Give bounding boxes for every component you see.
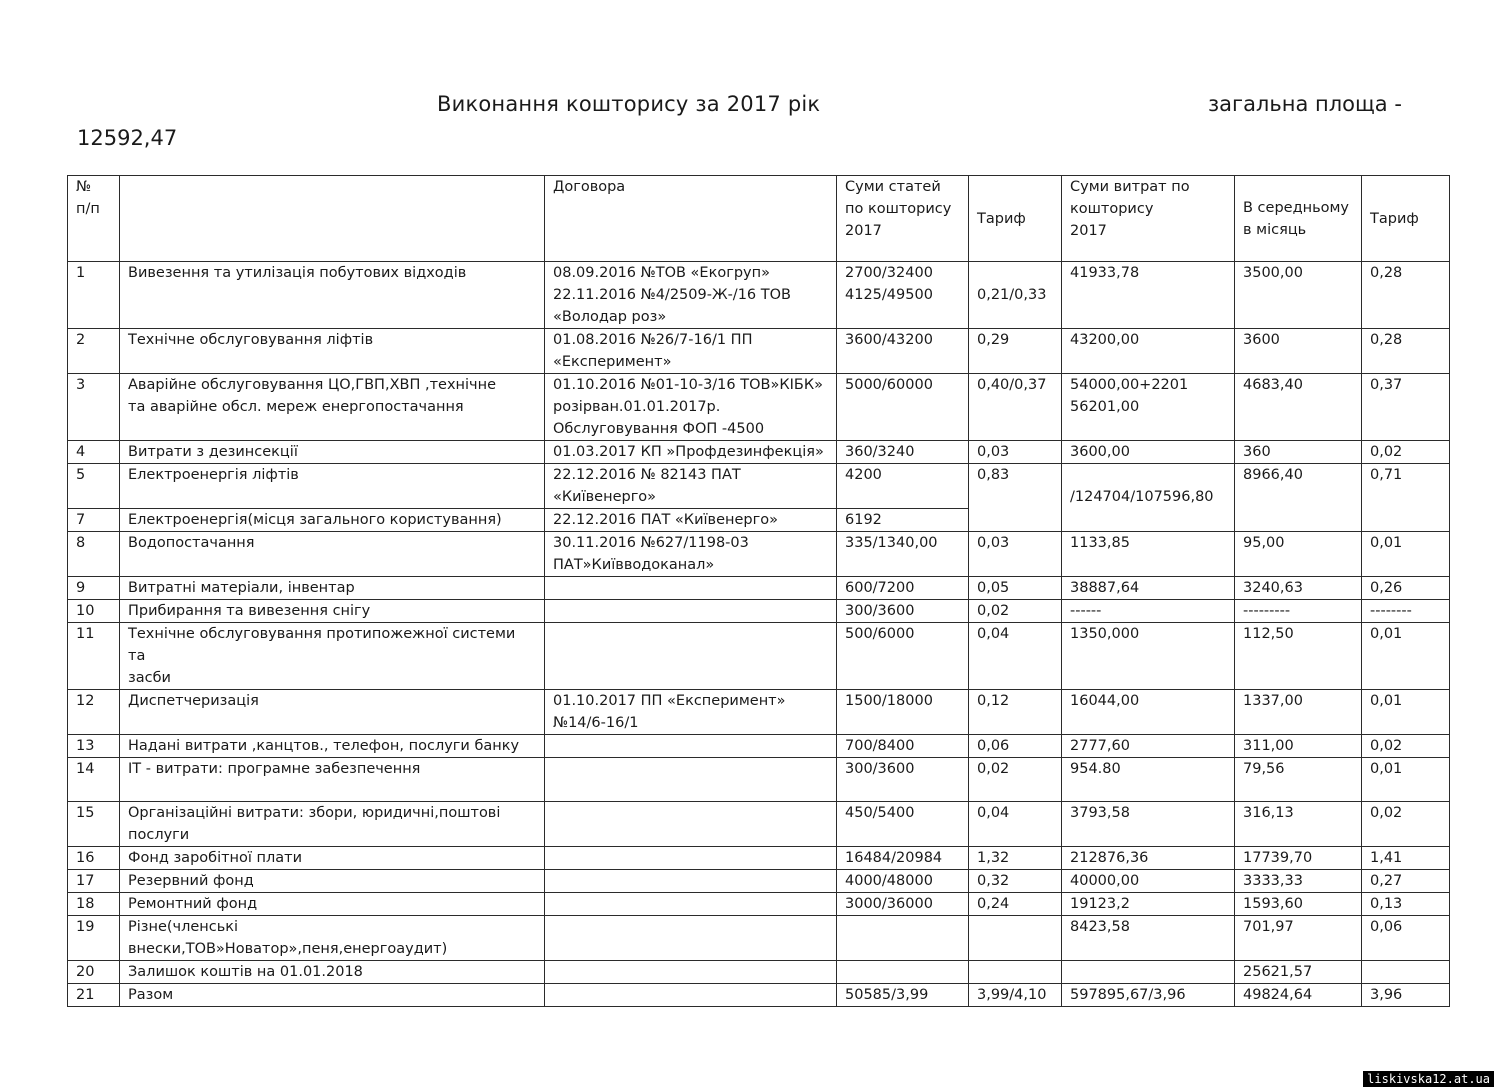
table-row xyxy=(68,577,1450,600)
cell-budget-sum: 360/3240 xyxy=(837,441,969,464)
cell-row-number: 1 xyxy=(68,262,120,329)
cell-item-name: Диспетчеризація xyxy=(120,690,545,735)
cell-contract: 01.08.2016 №26/7-16/1 ПП «Експеримент» xyxy=(545,329,837,374)
table-row xyxy=(68,262,1450,329)
cell-row-number: 2 xyxy=(68,329,120,374)
cell-contract: 01.10.2017 ПП «Експеримент» №14/6-16/1 xyxy=(545,690,837,735)
cell-tariff-actual: 0,01 xyxy=(1362,532,1450,577)
cell-tariff-actual: -------- xyxy=(1362,600,1450,623)
table-row xyxy=(68,893,1450,916)
cell-monthly-average: 25621,57 xyxy=(1235,961,1362,984)
cell-monthly-average: --------- xyxy=(1235,600,1362,623)
cell-expense-sum: ------ xyxy=(1062,600,1235,623)
cell-tariff: 0,03 xyxy=(969,532,1062,577)
cell-expense-sum: 43200,00 xyxy=(1062,329,1235,374)
cell-item-name: Разом xyxy=(120,984,545,1007)
cell-monthly-average: 311,00 xyxy=(1235,735,1362,758)
cell-contract xyxy=(545,847,837,870)
cell-tariff: 0,03 xyxy=(969,441,1062,464)
cell-tariff-actual: 0,26 xyxy=(1362,577,1450,600)
table-row xyxy=(68,690,1450,735)
cell-contract xyxy=(545,577,837,600)
col-header-budget-sums: Суми статей по кошторису 2017 xyxy=(837,176,969,262)
cell-item-name: Технічне обслуговування протипожежної системи та засби xyxy=(120,623,545,690)
cell-item-name: Резервний фонд xyxy=(120,870,545,893)
table-row xyxy=(68,802,1450,847)
col-header-contracts: Договора xyxy=(545,176,837,262)
cell-budget-sum: 3600/43200 xyxy=(837,329,969,374)
cell-item-name: Електроенергія(місця загального користування) xyxy=(120,509,545,532)
cell-tariff-actual: 0,01 xyxy=(1362,758,1450,802)
cell-tariff: 0,05 xyxy=(969,577,1062,600)
col-header-number: № п/п xyxy=(68,176,120,262)
cell-budget-sum: 50585/3,99 xyxy=(837,984,969,1007)
cell-tariff: 0,29 xyxy=(969,329,1062,374)
cell-tariff-actual: 0,28 xyxy=(1362,329,1450,374)
col-header-tariff: Тариф xyxy=(969,176,1062,262)
total-area-label: загальна площа - xyxy=(1208,92,1402,116)
cell-contract xyxy=(545,916,837,961)
cell-tariff-actual: 0,01 xyxy=(1362,690,1450,735)
cell-tariff: 0,40/0,37 xyxy=(969,374,1062,441)
cell-monthly-average: 95,00 xyxy=(1235,532,1362,577)
cell-expense-sum: 41933,78 xyxy=(1062,262,1235,329)
col-header-item xyxy=(120,176,545,262)
cell-tariff: 0,02 xyxy=(969,600,1062,623)
table-row xyxy=(68,464,1450,509)
cell-tariff-actual: 0,06 xyxy=(1362,916,1450,961)
cell-tariff: 0,21/0,33 xyxy=(969,262,1062,329)
cell-row-number: 19 xyxy=(68,916,120,961)
cell-expense-sum: 40000,00 xyxy=(1062,870,1235,893)
cell-expense-sum: 1133,85 xyxy=(1062,532,1235,577)
cell-row-number: 5 xyxy=(68,464,120,509)
cell-expense-sum: 954.80 xyxy=(1062,758,1235,802)
cell-tariff-actual: 0,37 xyxy=(1362,374,1450,441)
cell-item-name: ІТ - витрати: програмне забезпечення xyxy=(120,758,545,802)
cell-tariff-actual: 1,41 xyxy=(1362,847,1450,870)
cell-contract xyxy=(545,870,837,893)
cell-expense-sum: 8423,58 xyxy=(1062,916,1235,961)
table-row xyxy=(68,441,1450,464)
cell-expense-sum: 38887,64 xyxy=(1062,577,1235,600)
cell-monthly-average: 112,50 xyxy=(1235,623,1362,690)
cell-monthly-average: 17739,70 xyxy=(1235,847,1362,870)
cell-item-name: Електроенергія ліфтів xyxy=(120,464,545,509)
cell-budget-sum: 300/3600 xyxy=(837,600,969,623)
cell-expense-sum: 19123,2 xyxy=(1062,893,1235,916)
cell-contract: 01.03.2017 КП »Профдезинфекція» xyxy=(545,441,837,464)
cell-tariff xyxy=(969,961,1062,984)
cell-row-number: 3 xyxy=(68,374,120,441)
cell-item-name: Організаційні витрати: збори, юридичні,поштові послуги xyxy=(120,802,545,847)
cell-contract: 08.09.2016 №ТОВ «Екогруп» 22.11.2016 №4/2509-Ж-/16 ТОВ «Володар роз» xyxy=(545,262,837,329)
site-watermark: liskivska12.at.ua xyxy=(1363,1071,1494,1087)
cell-tariff: 0,83 xyxy=(969,464,1062,532)
cell-item-name: Витрати з дезинсекції xyxy=(120,441,545,464)
cell-expense-sum: 16044,00 xyxy=(1062,690,1235,735)
cell-monthly-average: 360 xyxy=(1235,441,1362,464)
cell-tariff-actual xyxy=(1362,961,1450,984)
cell-tariff: 0,32 xyxy=(969,870,1062,893)
col-header-expense-sums: Суми витрат по кошторису 2017 xyxy=(1062,176,1235,262)
table-row xyxy=(68,847,1450,870)
cell-contract: 22.12.2016 ПАТ «Київенерго» xyxy=(545,509,837,532)
cell-expense-sum: 2777,60 xyxy=(1062,735,1235,758)
cell-row-number: 16 xyxy=(68,847,120,870)
col-header-monthly-average: В середньому в місяць xyxy=(1235,176,1362,262)
cell-budget-sum: 4200 xyxy=(837,464,969,509)
cell-tariff-actual: 0,13 xyxy=(1362,893,1450,916)
cell-tariff-actual: 0,01 xyxy=(1362,623,1450,690)
table-row xyxy=(68,735,1450,758)
cell-tariff: 0,04 xyxy=(969,802,1062,847)
table-row xyxy=(68,600,1450,623)
cell-budget-sum: 4000/48000 xyxy=(837,870,969,893)
table-row xyxy=(68,984,1450,1007)
cell-budget-sum: 1500/18000 xyxy=(837,690,969,735)
cell-item-name: Ремонтний фонд xyxy=(120,893,545,916)
table-row xyxy=(68,329,1450,374)
cell-tariff: 0,12 xyxy=(969,690,1062,735)
cell-tariff-actual: 0,02 xyxy=(1362,735,1450,758)
cell-row-number: 10 xyxy=(68,600,120,623)
cell-monthly-average: 3240,63 xyxy=(1235,577,1362,600)
cell-row-number: 8 xyxy=(68,532,120,577)
cell-tariff: 0,04 xyxy=(969,623,1062,690)
cell-monthly-average: 3500,00 xyxy=(1235,262,1362,329)
table-row xyxy=(68,374,1450,441)
cell-item-name: Різне(членські внески,ТОВ»Новатор»,пеня,енергоаудит) xyxy=(120,916,545,961)
cell-monthly-average: 1593,60 xyxy=(1235,893,1362,916)
cell-expense-sum: /124704/107596,80 xyxy=(1062,464,1235,532)
budget-table xyxy=(67,175,1450,1007)
cell-budget-sum: 450/5400 xyxy=(837,802,969,847)
cell-row-number: 7 xyxy=(68,509,120,532)
cell-budget-sum: 300/3600 xyxy=(837,758,969,802)
cell-monthly-average: 701,97 xyxy=(1235,916,1362,961)
cell-monthly-average: 8966,40 xyxy=(1235,464,1362,532)
table-row xyxy=(68,961,1450,984)
cell-row-number: 18 xyxy=(68,893,120,916)
cell-tariff: 0,24 xyxy=(969,893,1062,916)
cell-expense-sum: 597895,67/3,96 xyxy=(1062,984,1235,1007)
cell-row-number: 21 xyxy=(68,984,120,1007)
document-title: Виконання кошторису за 2017 рік xyxy=(437,92,821,116)
cell-monthly-average: 1337,00 xyxy=(1235,690,1362,735)
cell-monthly-average: 79,56 xyxy=(1235,758,1362,802)
cell-row-number: 4 xyxy=(68,441,120,464)
table-row xyxy=(68,916,1450,961)
table-row xyxy=(68,870,1450,893)
cell-tariff: 1,32 xyxy=(969,847,1062,870)
cell-expense-sum: 54000,00+2201 56201,00 xyxy=(1062,374,1235,441)
cell-row-number: 12 xyxy=(68,690,120,735)
total-area-value: 12592,47 xyxy=(77,126,178,150)
cell-tariff: 0,06 xyxy=(969,735,1062,758)
cell-monthly-average: 3333,33 xyxy=(1235,870,1362,893)
cell-expense-sum xyxy=(1062,961,1235,984)
cell-contract: 01.10.2016 №01-10-3/16 ТОВ»КІБК» розірван.01.01.2017р. Обслуговування ФОП -4500 xyxy=(545,374,837,441)
cell-monthly-average: 49824,64 xyxy=(1235,984,1362,1007)
cell-contract xyxy=(545,758,837,802)
cell-row-number: 15 xyxy=(68,802,120,847)
cell-row-number: 14 xyxy=(68,758,120,802)
cell-contract xyxy=(545,623,837,690)
cell-item-name: Вивезення та утилізація побутових відходів xyxy=(120,262,545,329)
cell-item-name: Фонд заробітної плати xyxy=(120,847,545,870)
cell-contract xyxy=(545,802,837,847)
cell-expense-sum: 3600,00 xyxy=(1062,441,1235,464)
cell-tariff xyxy=(969,916,1062,961)
cell-budget-sum xyxy=(837,961,969,984)
cell-budget-sum: 6192 xyxy=(837,509,969,532)
cell-item-name: Залишок коштів на 01.01.2018 xyxy=(120,961,545,984)
cell-tariff-actual: 0,02 xyxy=(1362,802,1450,847)
cell-budget-sum: 16484/20984 xyxy=(837,847,969,870)
cell-monthly-average: 316,13 xyxy=(1235,802,1362,847)
cell-expense-sum: 212876,36 xyxy=(1062,847,1235,870)
cell-contract xyxy=(545,984,837,1007)
cell-item-name: Водопостачання xyxy=(120,532,545,577)
table-row xyxy=(68,532,1450,577)
cell-item-name: Витратні матеріали, інвентар xyxy=(120,577,545,600)
cell-row-number: 20 xyxy=(68,961,120,984)
col-header-tariff-actual: Тариф xyxy=(1362,176,1450,262)
cell-row-number: 11 xyxy=(68,623,120,690)
table-row xyxy=(68,758,1450,802)
cell-row-number: 9 xyxy=(68,577,120,600)
cell-contract xyxy=(545,735,837,758)
cell-budget-sum: 335/1340,00 xyxy=(837,532,969,577)
cell-budget-sum: 700/8400 xyxy=(837,735,969,758)
cell-contract xyxy=(545,893,837,916)
cell-contract: 30.11.2016 №627/1198-03 ПАТ»Київводоканал» xyxy=(545,532,837,577)
cell-item-name: Аварійне обслуговування ЦО,ГВП,ХВП ,технічне та аварійне обсл. мереж енергопостачання xyxy=(120,374,545,441)
cell-budget-sum: 500/6000 xyxy=(837,623,969,690)
cell-tariff-actual: 0,27 xyxy=(1362,870,1450,893)
cell-budget-sum: 5000/60000 xyxy=(837,374,969,441)
table-row xyxy=(68,623,1450,690)
cell-tariff-actual: 0,71 xyxy=(1362,464,1450,532)
cell-item-name: Технічне обслуговування ліфтів xyxy=(120,329,545,374)
cell-contract xyxy=(545,961,837,984)
table-header-row xyxy=(68,176,1450,262)
cell-budget-sum: 2700/32400 4125/49500 xyxy=(837,262,969,329)
cell-row-number: 17 xyxy=(68,870,120,893)
cell-tariff: 3,99/4,10 xyxy=(969,984,1062,1007)
cell-monthly-average: 4683,40 xyxy=(1235,374,1362,441)
cell-contract xyxy=(545,600,837,623)
cell-budget-sum xyxy=(837,916,969,961)
cell-tariff-actual: 0,02 xyxy=(1362,441,1450,464)
cell-expense-sum: 1350,000 xyxy=(1062,623,1235,690)
cell-tariff: 0,02 xyxy=(969,758,1062,802)
cell-budget-sum: 600/7200 xyxy=(837,577,969,600)
cell-budget-sum: 3000/36000 xyxy=(837,893,969,916)
cell-expense-sum: 3793,58 xyxy=(1062,802,1235,847)
cell-item-name: Надані витрати ,канцтов., телефон, послуги банку xyxy=(120,735,545,758)
cell-contract: 22.12.2016 № 82143 ПАТ «Київенерго» xyxy=(545,464,837,509)
cell-monthly-average: 3600 xyxy=(1235,329,1362,374)
cell-row-number: 13 xyxy=(68,735,120,758)
cell-tariff-actual: 3,96 xyxy=(1362,984,1450,1007)
cell-item-name: Прибирання та вивезення снігу xyxy=(120,600,545,623)
cell-tariff-actual: 0,28 xyxy=(1362,262,1450,329)
